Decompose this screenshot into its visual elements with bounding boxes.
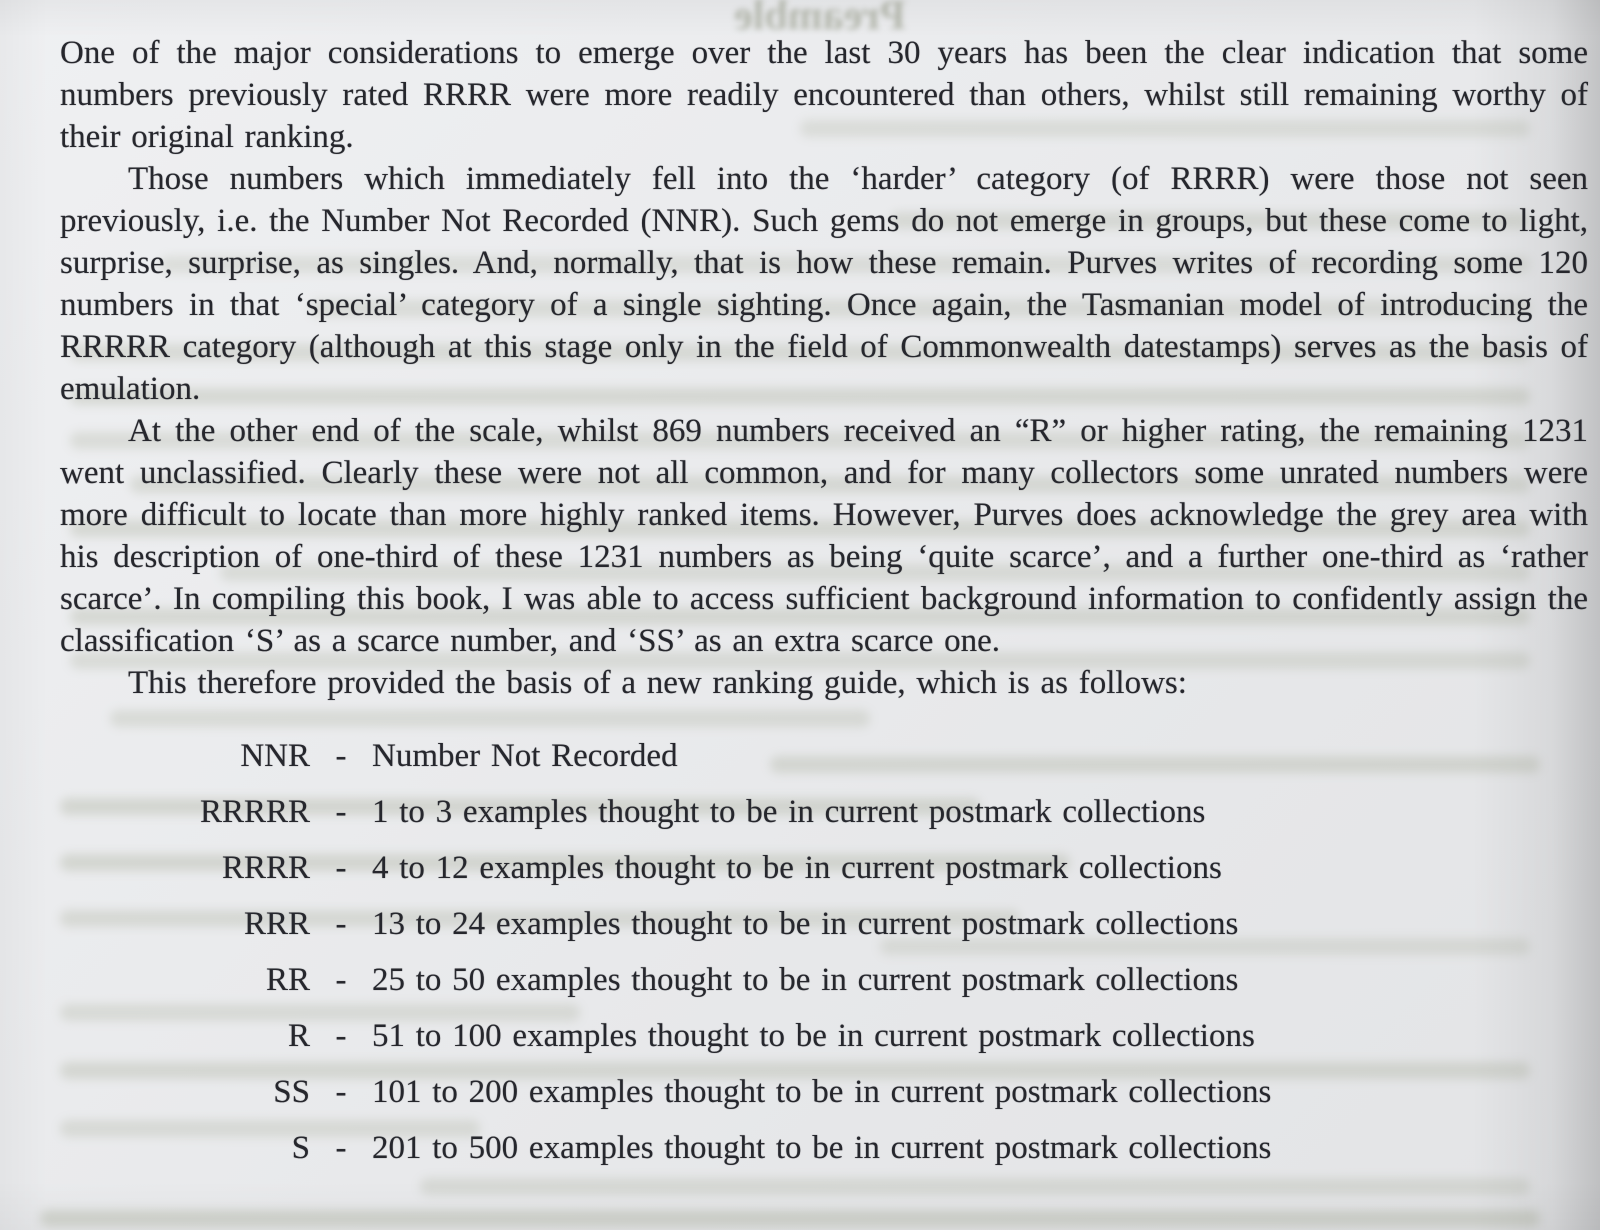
ranking-separator: -	[335, 906, 347, 942]
ranking-description: 201 to 500 examples thought to be in current postmark collections	[372, 1130, 1272, 1166]
paragraph-4-ranking-intro: This therefore provided the basis of a new ranking guide, which is as follows:	[128, 665, 1187, 701]
bleedthrough-smudge	[420, 1178, 1530, 1195]
ranking-code: RRRR	[221, 850, 310, 886]
ranking-separator: -	[335, 1018, 347, 1054]
ranking-code: RR	[265, 962, 310, 998]
ranking-description: 13 to 24 examples thought to be in current postmark collections	[372, 906, 1239, 942]
ranking-separator: -	[335, 962, 347, 998]
ranking-code: S	[291, 1130, 310, 1166]
ranking-row-nnr	[60, 728, 1588, 784]
ranking-row-r	[60, 1008, 1588, 1064]
ranking-separator: -	[335, 1130, 347, 1166]
ranking-description: 4 to 12 examples thought to be in current postmark collections	[372, 850, 1222, 886]
bleedthrough-heading: Preamble	[734, 0, 906, 39]
ranking-guide	[60, 728, 1588, 1176]
ranking-separator: -	[335, 850, 347, 886]
ranking-code: R	[287, 1018, 310, 1054]
ranking-row-rrrr	[60, 840, 1588, 896]
paragraph-3: At the other end of the scale, whilst 869 numbers received an “R” or higher rating, the remaining 1231 went unclassified. Clearly these were not all common, and for many collectors some unrated numbers were more difficult to locate than more highly ranked items. However, Purves does acknowledge the grey area with his description of one-third of these 1231 numbers as being ‘quite scarce’, and a further one-third as ‘rather scarce’. In compiling this book, I was able to access sufficient background information to confidently assign the classification ‘S’ as a scarce number, and ‘SS’ as an extra scarce one.	[60, 413, 1588, 659]
ranking-description: 25 to 50 examples thought to be in current postmark collections	[372, 962, 1239, 998]
ranking-description: 101 to 200 examples thought to be in current postmark collections	[372, 1074, 1272, 1110]
ranking-row-rr	[60, 952, 1588, 1008]
ranking-separator: -	[335, 738, 347, 774]
ranking-row-rrrrr	[60, 784, 1588, 840]
ranking-row-ss	[60, 1064, 1588, 1120]
ranking-description: 51 to 100 examples thought to be in current postmark collections	[372, 1018, 1255, 1054]
paragraph-1: One of the major considerations to emerge over the last 30 years has been the clear indication that some numbers previously rated RRRR were more readily encountered than others, whilst still remaining worthy of their original ranking.	[60, 35, 1588, 155]
bleedthrough-smudge	[40, 1210, 1540, 1227]
ranking-description: Number Not Recorded	[372, 738, 678, 774]
ranking-row-s	[60, 1120, 1588, 1176]
ranking-code: RRRRR	[199, 794, 310, 830]
ranking-separator: -	[335, 794, 347, 830]
ranking-separator: -	[335, 1074, 347, 1110]
ranking-code: RRR	[243, 906, 310, 942]
paragraph-2: Those numbers which immediately fell into the ‘harder’ category (of RRRR) were those not seen previously, i.e. the Number Not Recorded (NNR). Such gems do not emerge in groups, but these come to light, surprise, surprise, as singles. And, normally, that is how these remain. Purves writes of recording some 120 numbers in that ‘special’ category of a single sighting. Once again, the Tasmanian model of introducing the RRRRR category (although at this stage only in the field of Commonwealth datestamps) serves as the basis of emulation.	[60, 161, 1588, 407]
ranking-code: SS	[273, 1074, 310, 1110]
ranking-description: 1 to 3 examples thought to be in current postmark collections	[372, 794, 1206, 830]
ranking-row-rrr	[60, 896, 1588, 952]
ranking-code: NNR	[240, 738, 310, 774]
